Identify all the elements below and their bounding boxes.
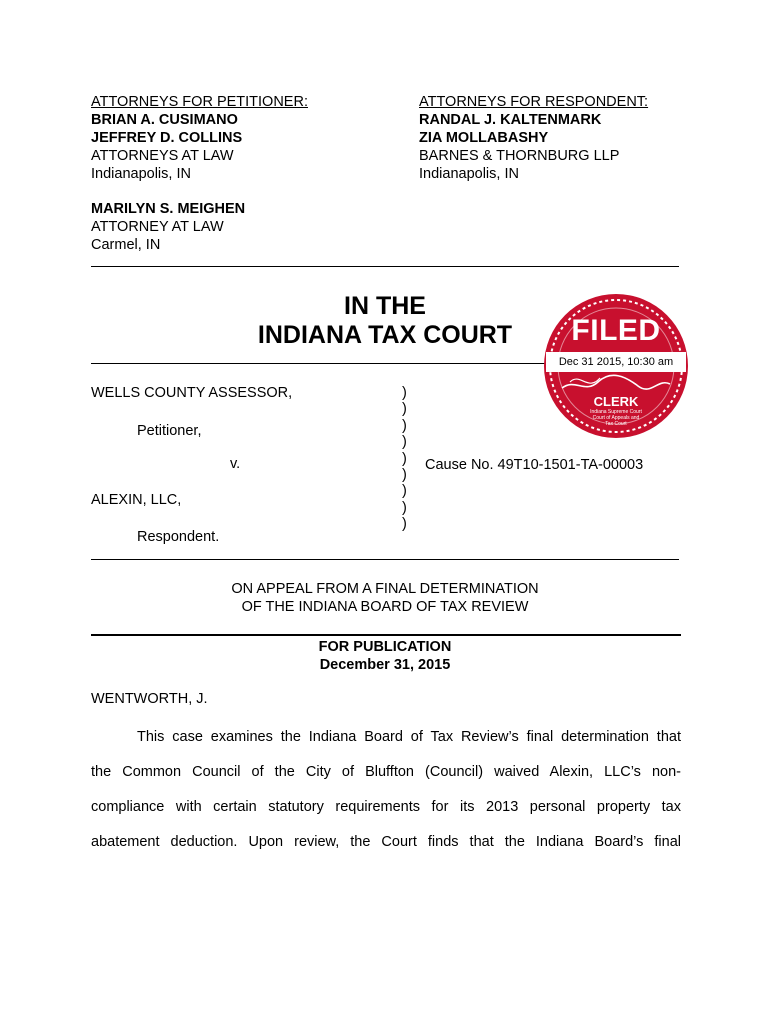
- paren: ): [402, 483, 407, 500]
- body-line: compliance with certain statutory requirements for its 2013 personal property tax: [91, 799, 681, 815]
- attorney-city: Indianapolis, IN: [91, 166, 191, 182]
- paren: ): [402, 516, 407, 533]
- body-line: the Common Council of the City of Bluffton (Council) waived Alexin, LLC’s non-: [91, 764, 681, 780]
- appeal-line1: ON APPEAL FROM A FINAL DETERMINATION: [231, 581, 539, 597]
- court-title-line1: IN THE: [344, 292, 426, 320]
- attorney-firm: ATTORNEY AT LAW: [91, 219, 224, 235]
- attorney-name: BRIAN A. CUSIMANO: [91, 112, 238, 128]
- attorney-name: JEFFREY D. COLLINS: [91, 130, 243, 146]
- body-line: This case examines the Indiana Board of Tax Review’s final determination that: [137, 729, 681, 745]
- appeal-line2: OF THE INDIANA BOARD OF TAX REVIEW: [241, 599, 529, 615]
- petitioner-attorney-second: [91, 200, 245, 254]
- opinion-body: [91, 720, 681, 860]
- paren: ): [402, 385, 407, 401]
- petitioner-role: Petitioner,: [137, 423, 202, 439]
- paren: ): [402, 401, 407, 418]
- respondent-attorneys-heading: ATTORNEYS FOR RESPONDENT:: [419, 94, 649, 110]
- attorney-firm: BARNES & THORNBURG LLP: [419, 148, 620, 164]
- cause-number: Cause No. 49T10-1501-TA-00003: [425, 457, 644, 473]
- stamp-date: Dec 31 2015, 10:30 am: [558, 356, 674, 368]
- respondent-name: ALEXIN, LLC,: [91, 492, 182, 508]
- publication-label: FOR PUBLICATION: [318, 639, 452, 655]
- petitioner-name: WELLS COUNTY ASSESSOR,: [91, 385, 293, 401]
- respondent-attorneys: [419, 93, 648, 183]
- attorney-firm: ATTORNEYS AT LAW: [91, 148, 234, 164]
- attorney-name: RANDAL J. KALTENMARK: [419, 112, 602, 128]
- caption-parens: [402, 385, 407, 533]
- stamp-filed-label: FILED: [571, 314, 661, 347]
- stamp-small-text: Court of Appeals and: [592, 415, 640, 421]
- paren: ): [402, 499, 407, 516]
- versus-label: v.: [230, 456, 241, 472]
- filed-stamp: [540, 290, 692, 442]
- court-title-line2: INDIANA TAX COURT: [257, 321, 513, 349]
- stamp-clerk-label: CLERK: [593, 394, 639, 409]
- attorney-name: ZIA MOLLABASHY: [419, 130, 549, 146]
- attorney-city: Indianapolis, IN: [419, 166, 519, 182]
- divider-publication: [91, 634, 681, 636]
- attorney-city: Carmel, IN: [91, 237, 161, 253]
- stamp-small-text: Indiana Supreme Court: [590, 409, 642, 415]
- paren: ): [402, 467, 407, 484]
- petitioner-attorneys: [91, 93, 308, 183]
- paren: ): [402, 450, 407, 467]
- publication-date: December 31, 2015: [319, 657, 451, 673]
- stamp-small-text: Tax Court: [605, 421, 627, 427]
- attorney-name: MARILYN S. MEIGHEN: [91, 201, 246, 217]
- respondent-role: Respondent.: [137, 529, 220, 545]
- divider-caption: [91, 559, 679, 560]
- divider-top: [91, 266, 679, 267]
- body-line: abatement deduction. Upon review, the Court finds that the Indiana Board’s final: [91, 834, 681, 850]
- paren: ): [402, 417, 407, 434]
- paren: ): [402, 434, 407, 451]
- petitioner-attorneys-heading: ATTORNEYS FOR PETITIONER:: [91, 94, 308, 110]
- judge-name: WENTWORTH, J.: [91, 691, 208, 707]
